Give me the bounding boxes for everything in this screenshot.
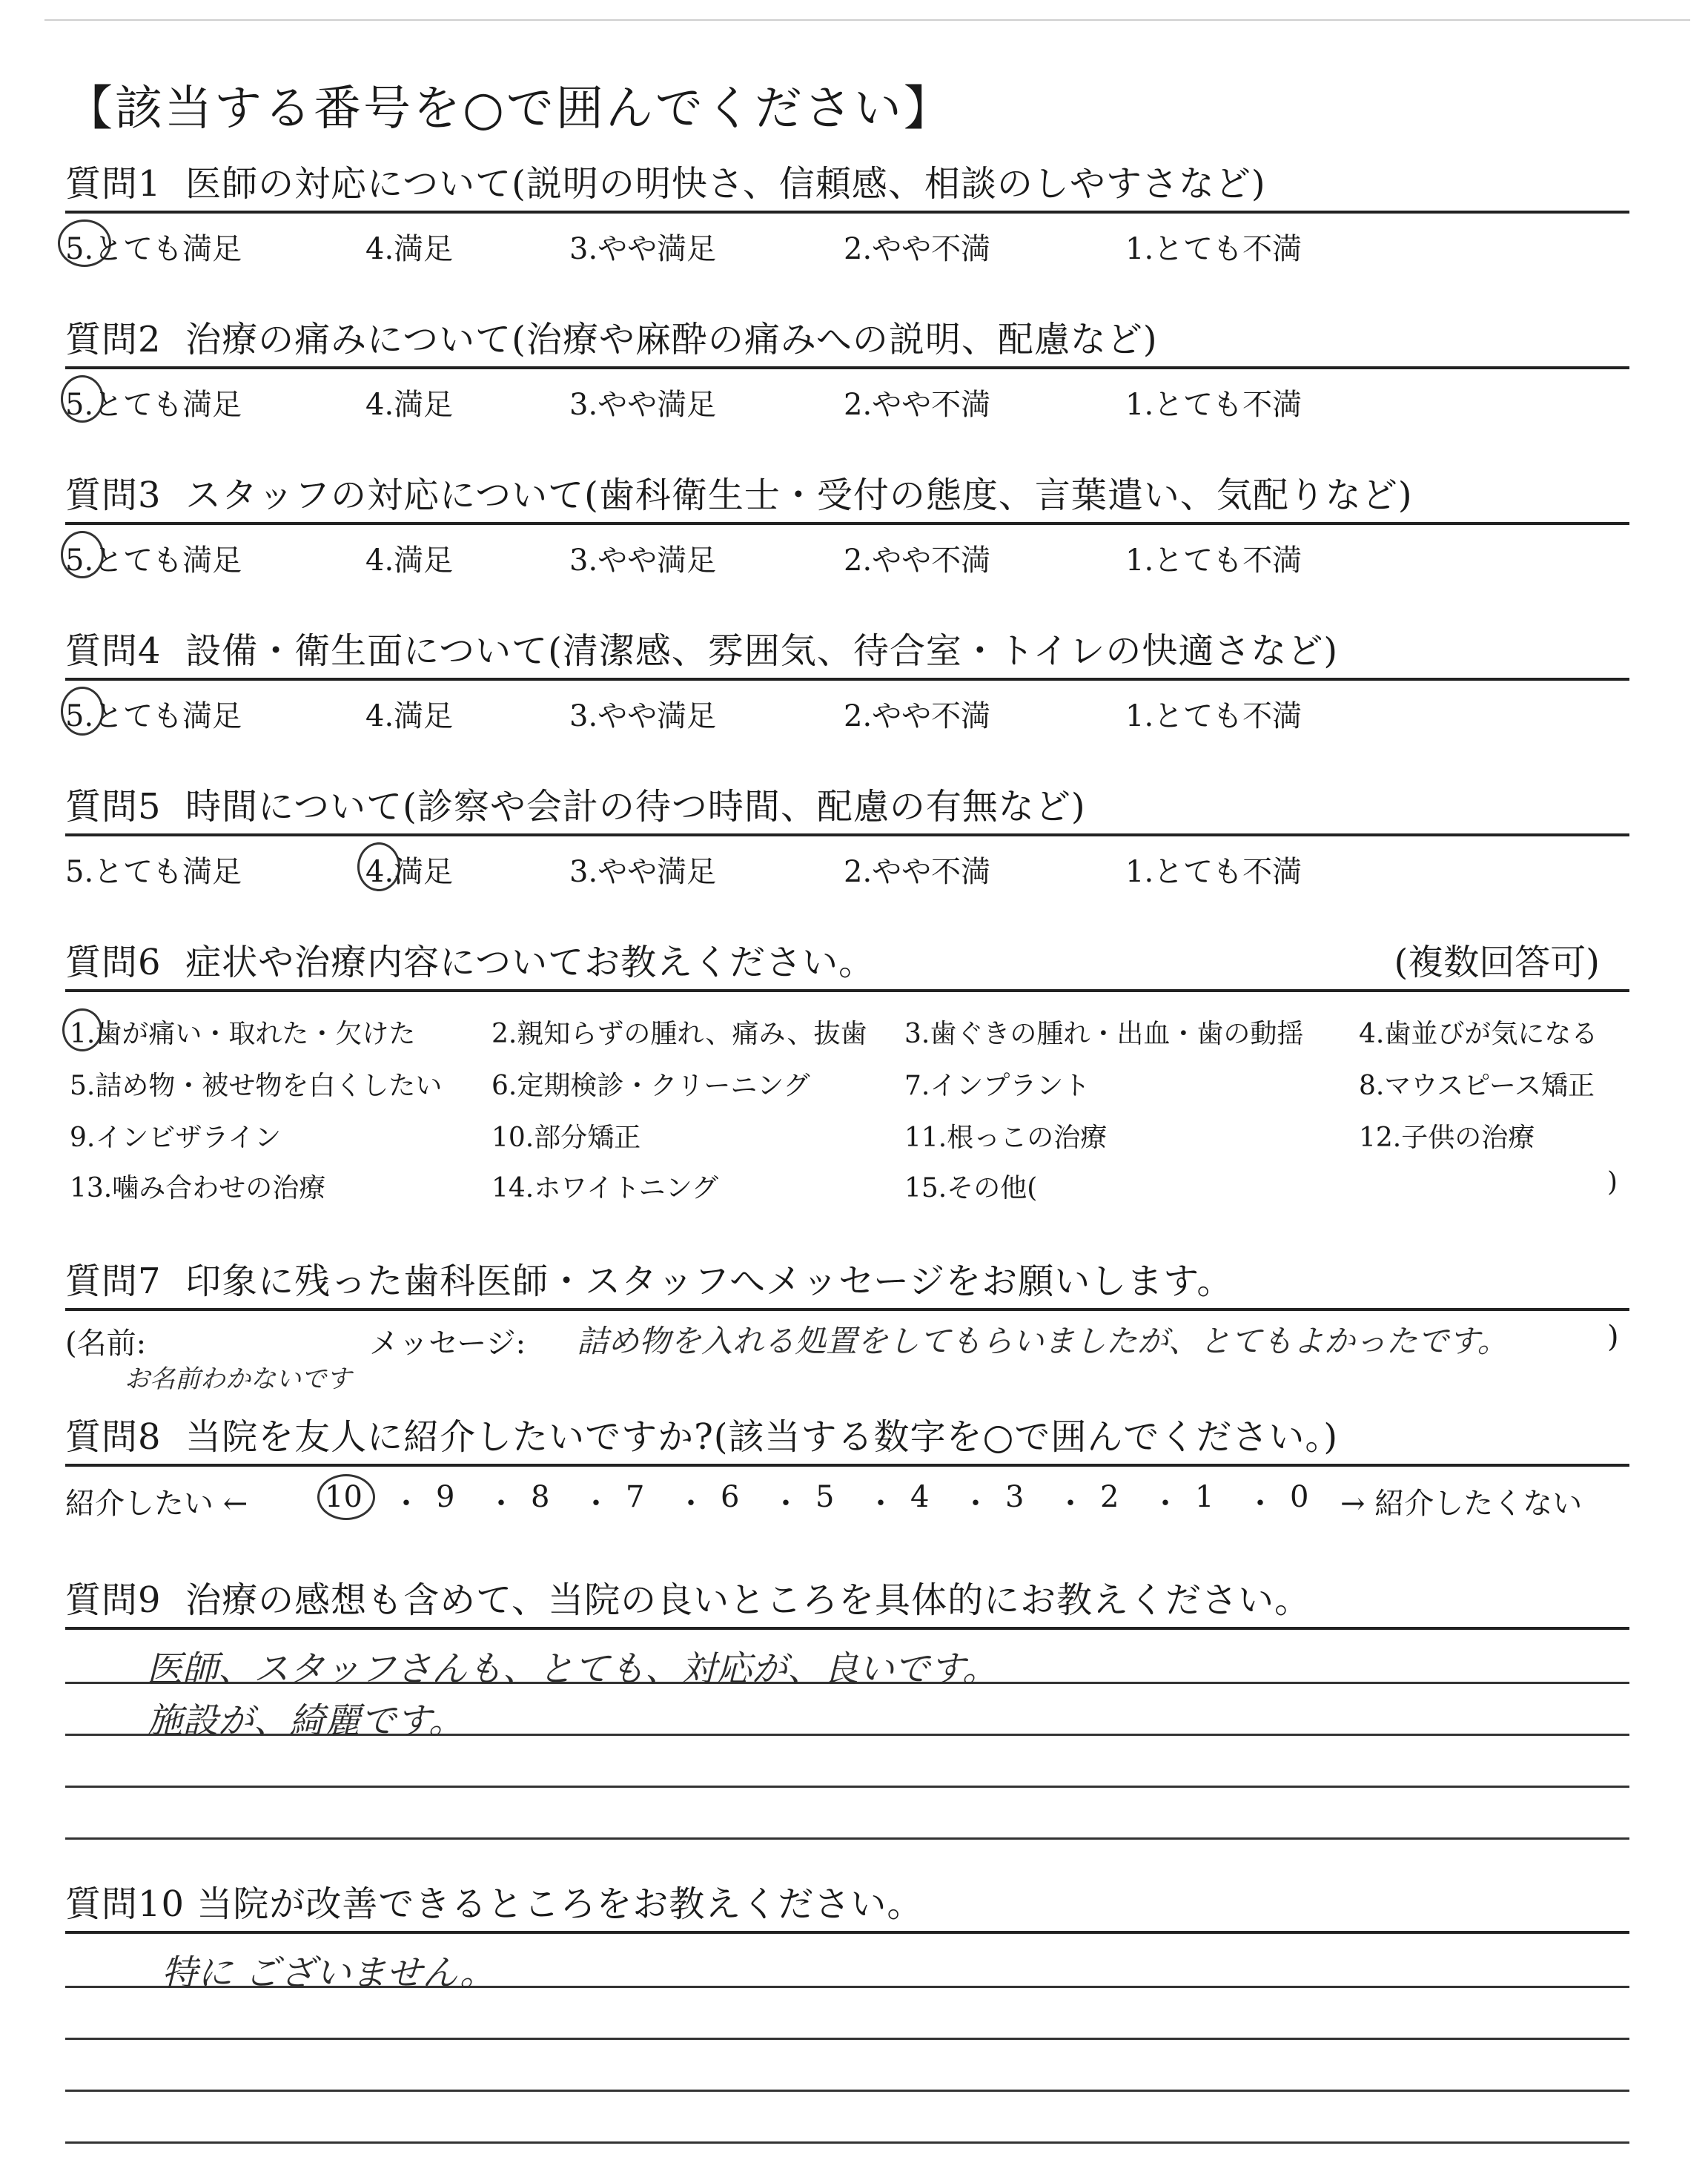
scale-2[interactable]: 2 — [1100, 1480, 1119, 1514]
symptom-option[interactable]: 14.ホワイトニング — [491, 1173, 719, 1203]
question-3 — [65, 460, 1629, 584]
scale-left-label: 紹介したい ← — [65, 1487, 248, 1521]
message-label: メッセージ: — [369, 1327, 526, 1361]
symptom-option[interactable]: 12.子供の治療 — [1359, 1123, 1535, 1153]
option-1[interactable]: 1.とても不満 — [1125, 388, 1302, 422]
question-10-text: 質問10 当院が改善できるところをお教えください。 — [65, 1883, 924, 1925]
other-close-paren: ) — [1607, 1167, 1618, 1198]
question-8-header — [65, 1401, 1629, 1467]
question-3-text: 質問3 スタッフの対応について(歯科衛生士・受付の態度、言葉遣い、気配りなど) — [65, 475, 1413, 516]
question-5-options — [65, 836, 1629, 896]
message-close-paren: ) — [1607, 1320, 1619, 1354]
question-10-header — [65, 1869, 1629, 1934]
option-1[interactable]: 1.とても不満 — [1125, 699, 1302, 733]
option-4[interactable]: 4.満足 — [365, 232, 454, 266]
option-2[interactable]: 2.やや不満 — [844, 232, 991, 266]
option-3[interactable]: 3.やや満足 — [569, 544, 717, 578]
scale-1[interactable]: 1 — [1195, 1480, 1214, 1514]
question-6-text: 質問6 症状や治療内容についてお教えください。 — [65, 942, 875, 983]
symptom-option[interactable]: 4.歯並びが気になる — [1359, 1019, 1598, 1049]
symptom-option[interactable]: 5.詰め物・被せ物を白くしたい — [70, 1071, 443, 1101]
scale-4[interactable]: 4 — [910, 1480, 930, 1514]
question-1-options — [65, 214, 1629, 273]
question-2 — [65, 304, 1629, 429]
question-7-text: 質問7 印象に残った歯科医師・スタッフへメッセージをお願いします。 — [65, 1261, 1234, 1302]
symptom-option[interactable]: 15.その他( — [904, 1173, 1038, 1203]
question-3-header — [65, 460, 1629, 525]
option-3[interactable]: 3.やや満足 — [569, 699, 717, 733]
option-3[interactable]: 3.やや満足 — [569, 388, 717, 422]
option-3[interactable]: 3.やや満足 — [569, 855, 717, 889]
option-3[interactable]: 3.やや満足 — [569, 232, 717, 266]
question-1 — [65, 148, 1629, 273]
question-7-header — [65, 1246, 1629, 1311]
scale-8[interactable]: 8 — [531, 1480, 550, 1514]
handwritten-message: 詰め物を入れる処置をしてもらいましたが、とてもよかったです。 — [577, 1323, 1509, 1359]
scale-10[interactable]: 10 — [325, 1480, 363, 1514]
question-2-options — [65, 369, 1629, 429]
symptom-option[interactable]: 11.根っこの治療 — [904, 1123, 1108, 1153]
question-6 — [65, 927, 1629, 1203]
symptom-option[interactable]: 3.歯ぐきの腫れ・出血・歯の動揺 — [904, 1019, 1304, 1049]
option-4[interactable]: 4.満足 — [365, 699, 454, 733]
scale-0[interactable]: 0 — [1290, 1480, 1309, 1514]
question-2-text: 質問2 治療の痛みについて(治療や麻酔の痛みへの説明、配慮など) — [65, 319, 1158, 360]
option-5[interactable]: 5.とても満足 — [65, 855, 242, 889]
question-8-text: 質問8 当院を友人に紹介したいですか?(該当する数字を○で囲んでください。) — [65, 1416, 1339, 1458]
handwritten-answer-line: 施設が、綺麗です。 — [147, 1700, 465, 1742]
question-10-answer — [65, 1934, 1629, 2156]
question-1-header — [65, 148, 1629, 214]
option-2[interactable]: 2.やや不満 — [844, 388, 991, 422]
question-4 — [65, 615, 1629, 740]
option-4[interactable]: 4.満足 — [365, 544, 454, 578]
option-5[interactable]: 5.とても満足 — [65, 544, 242, 578]
question-9 — [65, 1565, 1629, 1912]
name-label: (名前: — [65, 1327, 147, 1361]
symptom-option[interactable]: 8.マウスピース矯正 — [1359, 1071, 1595, 1101]
scale-9[interactable]: 9 — [436, 1480, 455, 1514]
scale-5[interactable]: 5 — [815, 1480, 835, 1514]
option-2[interactable]: 2.やや不満 — [844, 544, 991, 578]
symptom-option[interactable]: 6.定期検診・クリーニング — [491, 1071, 810, 1101]
handwritten-name: お名前わかないです — [125, 1364, 351, 1394]
question-7-fields — [65, 1311, 1629, 1393]
question-9-text: 質問9 治療の感想も含めて、当院の良いところを具体的にお教えください。 — [65, 1579, 1311, 1621]
option-5[interactable]: 5.とても満足 — [65, 388, 242, 422]
writing-line — [65, 2141, 1629, 2144]
handwritten-answer-line: 特に ございません。 — [162, 1952, 496, 1994]
scale-6[interactable]: 6 — [721, 1480, 740, 1514]
question-2-header — [65, 304, 1629, 369]
writing-line — [65, 1837, 1629, 1840]
question-6-options — [65, 992, 1629, 1203]
symptom-option[interactable]: 2.親知らずの腫れ、痛み、抜歯 — [491, 1019, 867, 1049]
question-9-header — [65, 1565, 1629, 1630]
option-5[interactable]: 5.とても満足 — [65, 699, 242, 733]
option-1[interactable]: 1.とても不満 — [1125, 544, 1302, 578]
symptom-option[interactable]: 13.噛み合わせの治療 — [70, 1173, 326, 1203]
page-top-rule — [44, 19, 1690, 21]
option-1[interactable]: 1.とても不満 — [1125, 232, 1302, 266]
question-4-options — [65, 681, 1629, 740]
writing-line — [65, 2090, 1629, 2092]
symptom-option[interactable]: 9.インビザライン — [70, 1123, 282, 1153]
question-5-text: 質問5 時間について(診察や会計の待つ時間、配慮の有無など) — [65, 786, 1086, 828]
question-3-options — [65, 525, 1629, 584]
question-7 — [65, 1246, 1629, 1393]
question-10 — [65, 1869, 1629, 2156]
option-4[interactable]: 4.満足 — [365, 855, 454, 889]
option-1[interactable]: 1.とても不満 — [1125, 855, 1302, 889]
symptom-option[interactable]: 10.部分矯正 — [491, 1123, 641, 1153]
symptom-option[interactable]: 1.歯が痛い・取れた・欠けた — [70, 1019, 416, 1049]
question-4-header — [65, 615, 1629, 681]
writing-line — [65, 1786, 1629, 1788]
option-2[interactable]: 2.やや不満 — [844, 855, 991, 889]
question-6-note: (複数回答可) — [1394, 942, 1600, 983]
symptom-option[interactable]: 7.インプラント — [904, 1071, 1090, 1101]
scale-3[interactable]: 3 — [1005, 1480, 1025, 1514]
scale-right-label: → 紹介したくない — [1340, 1487, 1583, 1521]
page-title: 【該当する番号を○で囲んでください】 — [65, 82, 953, 136]
question-8 — [65, 1401, 1629, 1526]
question-8-scale: 紹介したい ← 10 ・ 9 ・ 8 ・ 7 ・ 6 ・ 5 ・ 4 ・ 3 ・ 2 ・ 1 ・ 0 → 紹介したくない — [65, 1467, 1629, 1526]
scale-7[interactable]: 7 — [626, 1480, 645, 1514]
question-4-text: 質問4 設備・衛生面について(清潔感、雰囲気、待合室・トイレの快適さなど) — [65, 630, 1339, 672]
writing-line — [65, 2038, 1629, 2040]
question-6-header — [65, 927, 1629, 992]
question-1-text: 質問1 医師の対応について(説明の明快さ、信頼感、相談のしやすさなど) — [65, 163, 1266, 205]
option-5[interactable]: 5.とても満足 — [65, 232, 242, 266]
question-5 — [65, 771, 1629, 896]
option-4[interactable]: 4.満足 — [365, 388, 454, 422]
option-2[interactable]: 2.やや不満 — [844, 699, 991, 733]
question-5-header — [65, 771, 1629, 836]
handwritten-answer-line: 医師、スタッフさんも、とても、対応が、良いです。 — [147, 1648, 999, 1690]
